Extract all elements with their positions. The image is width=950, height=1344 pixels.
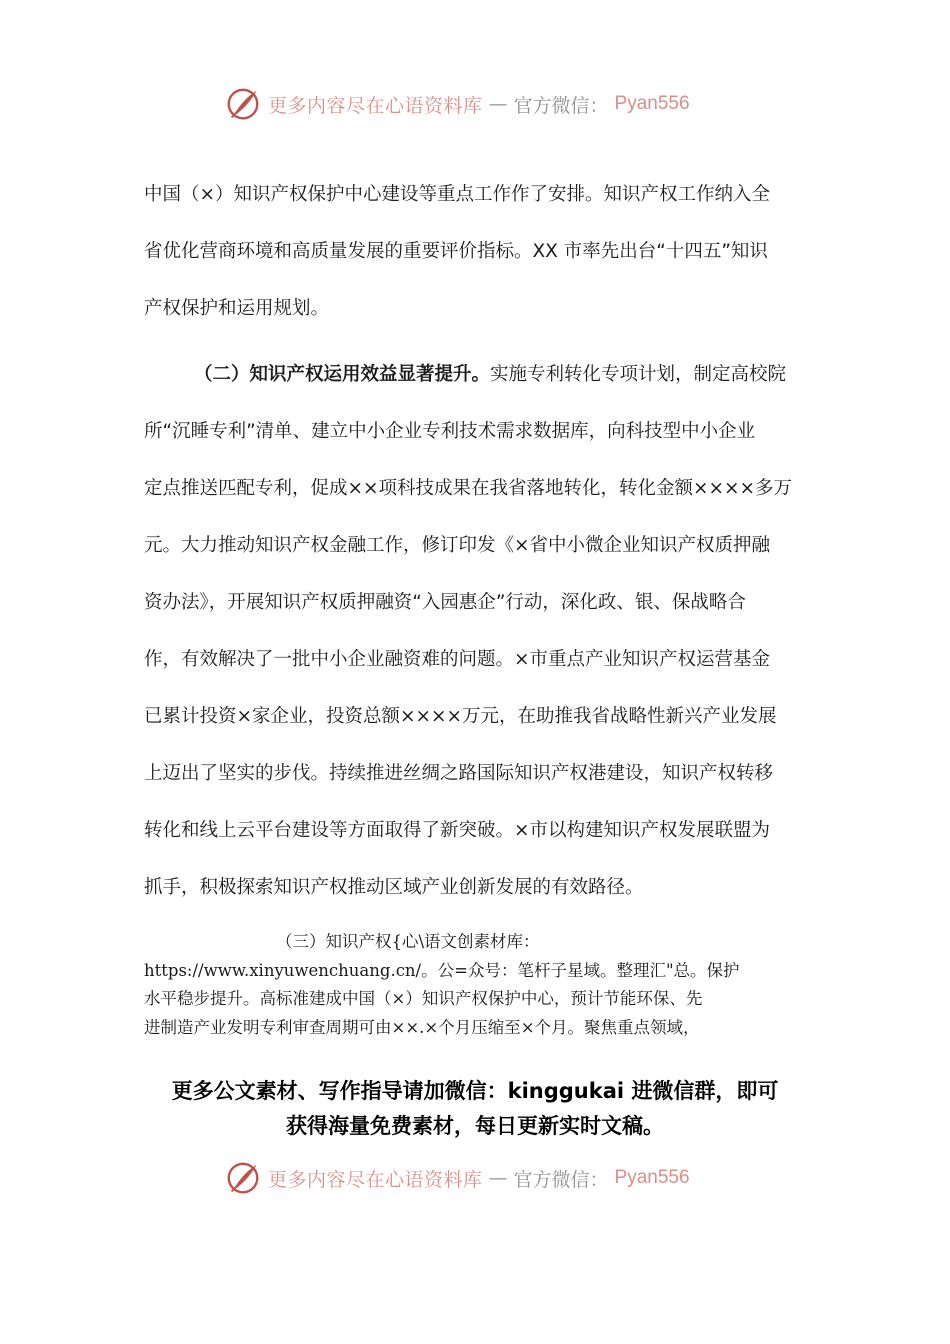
text-line: 资办法》，开展知识产权质押融资“入园惠企”行动，深化政、银、保战略合 <box>144 592 746 613</box>
text-line: 省优化营商环境和高质量发展的重要评价指标。XX 市率先出台“十四五”知识 <box>144 241 768 262</box>
text-line: 已累计投资×家企业，投资总额××××万元，在助推我省战略性新兴产业发展 <box>144 706 777 727</box>
banner-text: 更多内容尽在心语资料库 <box>268 94 483 117</box>
text-line: https://www.xinyuwenchuang.cn/。公=众号：笔杆子星域。整理汇"总。保护 <box>144 960 740 980</box>
section-2-heading: （二）知识产权运用效益显著提升。 <box>194 364 491 385</box>
text-line: 元。大力推动知识产权金融工作，修订印发《×省中小微企业知识产权质押融 <box>144 535 771 556</box>
text-line: 水平稳步提升。高标准建成中国（×）知识产权保护中心，预计节能环保、先 <box>144 989 703 1008</box>
section-2-first-line <box>144 346 809 403</box>
banner-wechat-label: 官方微信： <box>513 94 609 117</box>
text-line: 进制造产业发明专利审查周期可由××.×个月压缩至×个月。聚焦重点领域， <box>144 1017 700 1037</box>
banner-separator: — <box>488 93 508 115</box>
quill-logo-icon <box>224 1159 262 1197</box>
promo-callout <box>120 1074 830 1144</box>
quill-logo-icon <box>224 85 262 123</box>
text-line: 上迈出了坚实的步伐。持续推进丝绸之路国际知识产权港建设，知识产权转移 <box>144 763 774 784</box>
text-line: 作，有效解决了一批中小企业融资难的问题。×市重点产业知识产权运营基金 <box>144 649 771 670</box>
text-line: 定点推送匹配专利，促成××项科技成果在我省落地转化，转化金额××××多万 <box>144 478 793 499</box>
text-line: 产权保护和运用规划。 <box>144 298 330 319</box>
promo-line: 更多公文素材、写作指导请加微信：kinggukai 进微信群，即可 <box>171 1079 779 1103</box>
text-line: 所“沉睡专利”清单、建立中小企业专利技术需求数据库，向科技型中小企业 <box>144 421 756 442</box>
footer-banner <box>224 1158 690 1198</box>
text-line: 抓手，积极探索知识产权推动区域产业创新发展的有效路径。 <box>144 877 644 898</box>
section-3-paragraph <box>144 928 809 1042</box>
section-2-paragraph <box>144 346 809 916</box>
banner-wechat-id: Pyan556 <box>614 1167 690 1188</box>
banner-separator: — <box>488 1167 508 1189</box>
banner-wechat-id: Pyan556 <box>614 93 690 114</box>
section-3-heading: （三）知识产权{心\语文创素材库： <box>276 932 540 951</box>
text-line: 转化和线上云平台建设等方面取得了新突破。×市以构建知识产权发展联盟为 <box>144 820 771 841</box>
header-banner <box>224 84 690 124</box>
banner-text: 更多内容尽在心语资料库 <box>268 1168 483 1191</box>
section-2-first-line-rest: 实施专利转化专项计划，制定高校院 <box>490 364 787 385</box>
intro-paragraph <box>144 166 809 337</box>
text-line: 中国（×）知识产权保护中心建设等重点工作作了安排。知识产权工作纳入全 <box>144 184 771 205</box>
banner-wechat-label: 官方微信： <box>513 1168 609 1191</box>
promo-line: 获得海量免费素材，每日更新实时文稿。 <box>286 1114 664 1138</box>
